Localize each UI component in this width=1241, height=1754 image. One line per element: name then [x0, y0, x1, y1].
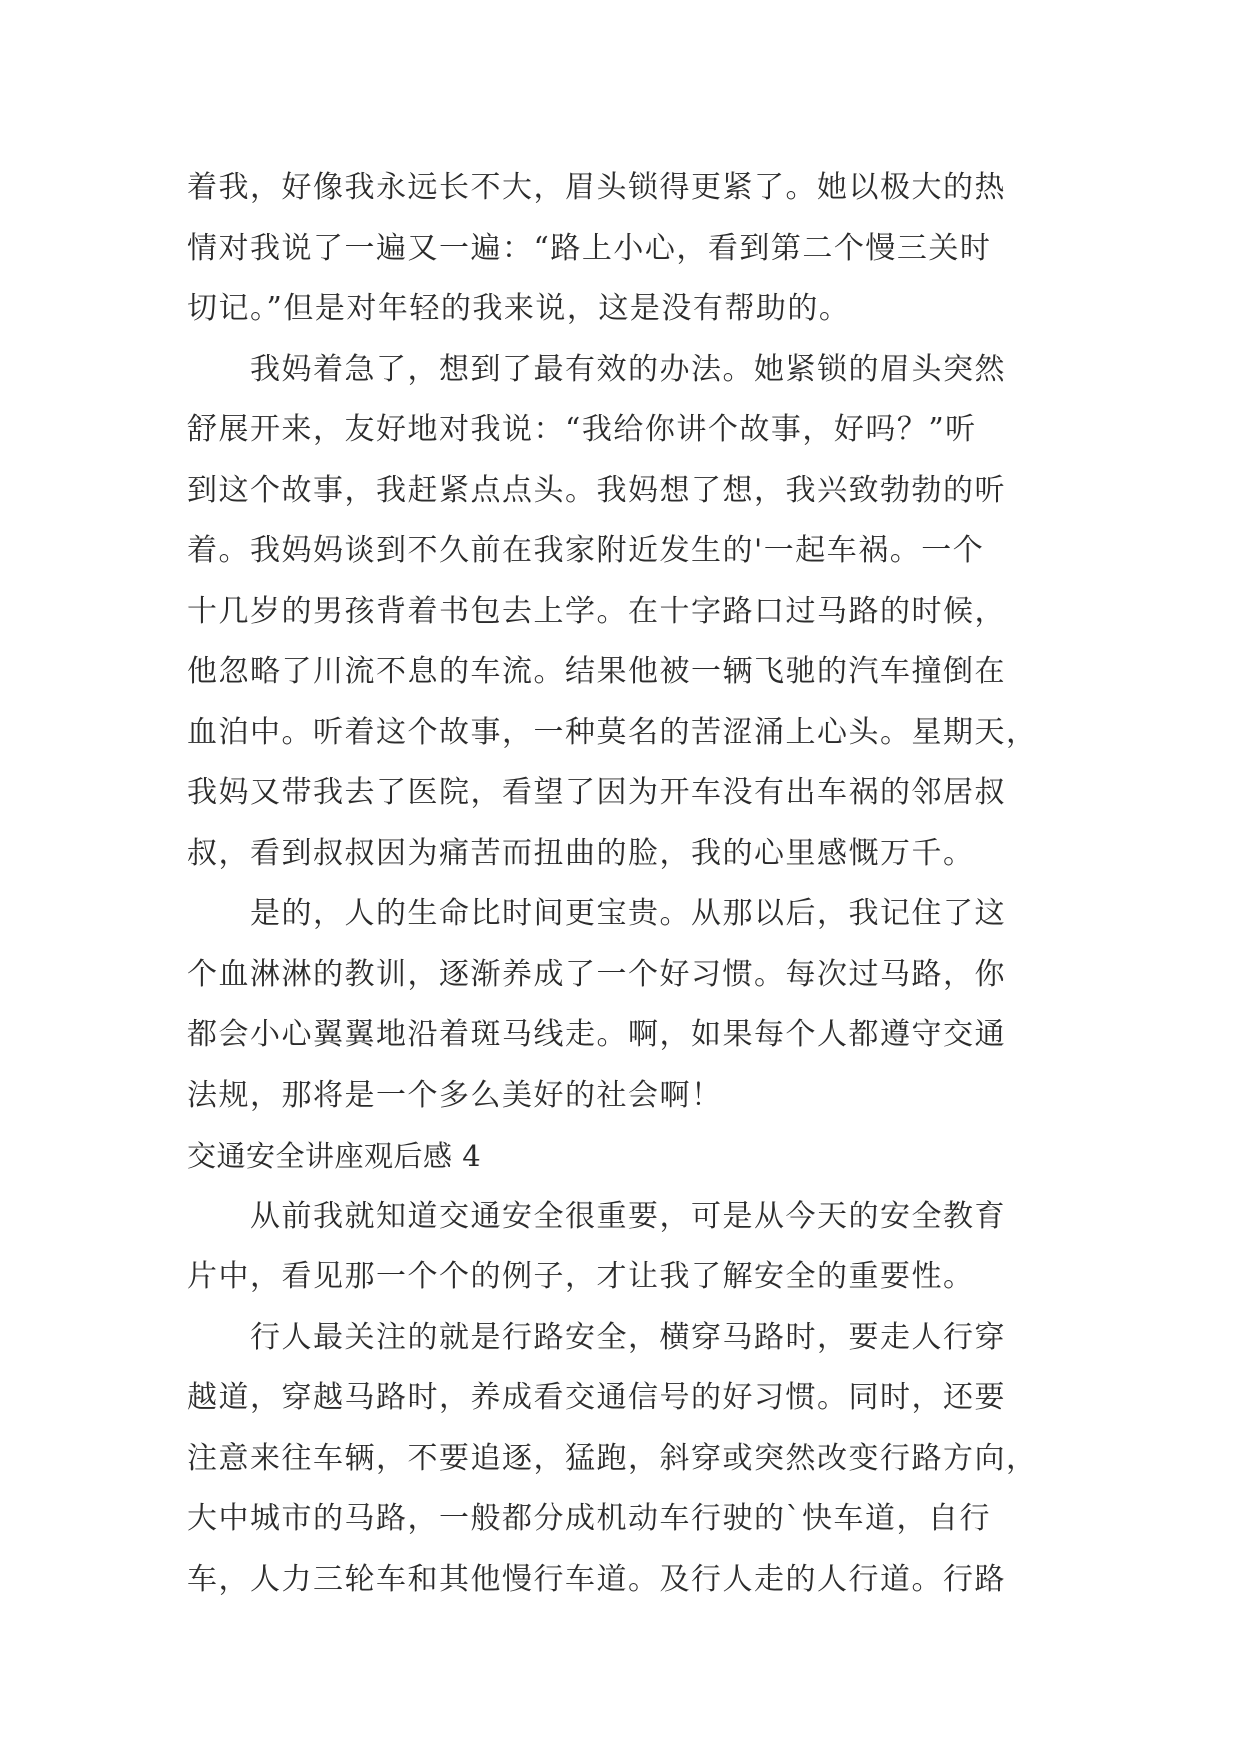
body-line: 车，人力三轮车和其他慢行车道。及行人走的人行道。行路: [187, 1561, 1006, 1597]
body-line: 都会小心翼翼地沿着斑马线走。啊，如果每个人都遵守交通: [187, 1017, 1006, 1052]
paragraph-start-line: 行人最关注的就是行路安全，横穿马路时，要走人行穿: [250, 1319, 1006, 1355]
body-line: 大中城市的马路，一般都分成机动车行驶的`快车道，自行: [187, 1501, 991, 1536]
body-line: 片中，看见那一个个的例子，才让我了解安全的重要性。: [187, 1259, 975, 1294]
paragraph-start-line: 从前我就知道交通安全很重要，可是从今天的安全教育: [250, 1198, 1006, 1234]
body-line: 血泊中。听着这个故事，一种莫名的苦涩涌上心头。星期天，: [187, 714, 1038, 750]
paragraph-start-line: 是的，人的生命比时间更宝贵。从那以后，我记住了这: [250, 896, 1006, 931]
body-line: 着我，好像我永远长不大，眉头锁得更紧了。她以极大的热: [187, 170, 1006, 205]
body-line: 注意来往车辆，不要追逐，猛跑，斜穿或突然改变行路方向，: [187, 1440, 1038, 1476]
body-line: 切记。”但是对年轻的我来说，这是没有帮助的。: [187, 291, 851, 326]
body-line: 舒展开来，友好地对我说：“我给你讲个故事，好吗？”听: [187, 412, 977, 447]
paragraph-start-line: 我妈着急了，想到了最有效的办法。她紧锁的眉头突然: [250, 351, 1006, 387]
body-line: 到这个故事，我赶紧点点头。我妈想了想，我兴致勃勃的听: [187, 472, 1006, 508]
body-line: 情对我说了一遍又一遍：“路上小心，看到第二个慢三关时: [187, 230, 992, 266]
body-line: 越道，穿越马路时，养成看交通信号的好习惯。同时，还要: [187, 1380, 1006, 1415]
section-heading: 交通安全讲座观后感 4: [187, 1139, 482, 1173]
body-line: 十几岁的男孩背着书包去上学。在十字路口过马路的时候，: [187, 593, 1006, 629]
body-line: 叔，看到叔叔因为痛苦而扭曲的脸，我的心里感慨万千。: [187, 835, 975, 871]
body-line: 我妈又带我去了医院，看望了因为开车没有出车祸的邻居叔: [187, 775, 1006, 810]
body-line: 他忽略了川流不息的车流。结果他被一辆飞驰的汽车撞倒在: [187, 654, 1006, 689]
body-line: 着。我妈妈谈到不久前在我家附近发生的'一起车祸。一个: [187, 533, 985, 568]
body-line: 个血淋淋的教训，逐渐养成了一个好习惯。每次过马路，你: [187, 956, 1006, 992]
document-body: [187, 158, 1057, 1610]
body-line: 法规，那将是一个多么美好的社会啊！: [187, 1077, 723, 1113]
